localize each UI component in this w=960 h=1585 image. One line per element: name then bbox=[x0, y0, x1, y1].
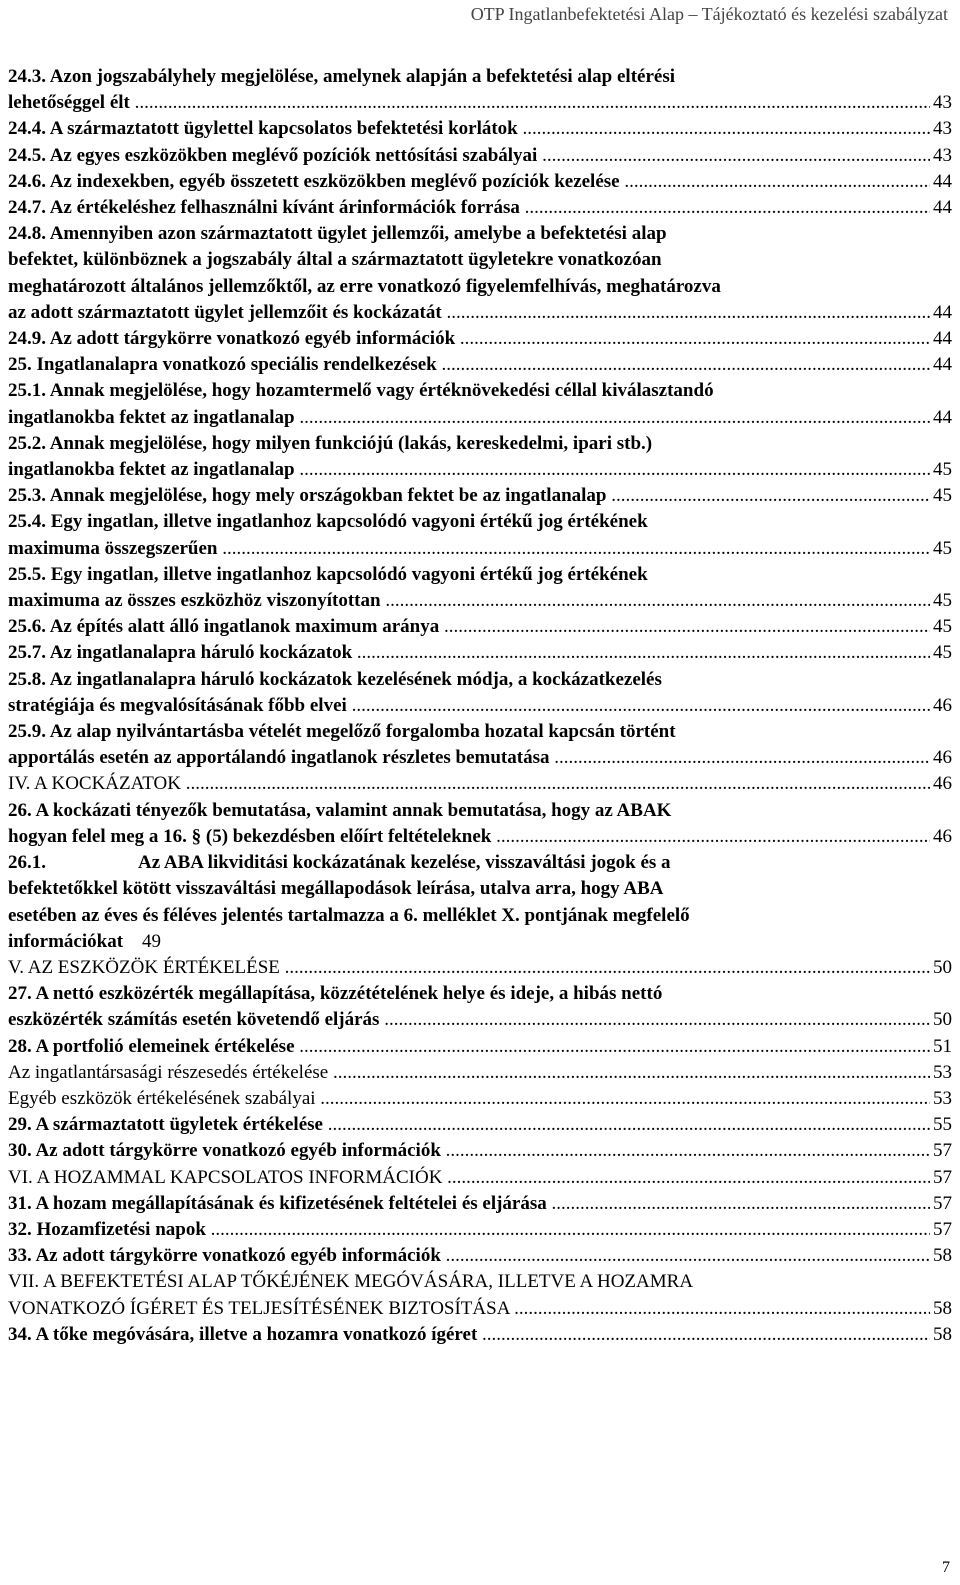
toc-entry[interactable] bbox=[8, 483, 952, 509]
toc-entry-title: maximuma az összes eszközhöz viszonyítottan ..... bbox=[8, 588, 930, 614]
toc-entry[interactable] bbox=[8, 1112, 952, 1138]
page-number: 7 bbox=[942, 1559, 950, 1576]
toc-entry-line: 25.5. Egy ingatlan, illetve ingatlanhoz kapcsolódó vagyoni értékű jog értékének bbox=[8, 563, 648, 585]
toc-entry[interactable] bbox=[8, 798, 952, 850]
toc-entry-title: 24.7. Az értékeléshez felhasználni kívánt árinformációk forrása ..... bbox=[8, 195, 930, 221]
toc-page-number: 51 bbox=[933, 1035, 952, 1057]
toc-entry-title: Egyéb eszközök értékelésének szabályai ..... bbox=[8, 1086, 930, 1112]
toc-entry-line: VII. A BEFEKTETÉSI ALAP TŐKÉJÉNEK MEGÓVÁSÁRA, ILLETVE A HOZAMRA bbox=[8, 1271, 694, 1293]
toc-page-number: 46 bbox=[933, 694, 952, 716]
toc-entry[interactable] bbox=[8, 221, 952, 326]
toc-page-number: 44 bbox=[933, 354, 952, 376]
toc-entry-title: 25. Ingatlanalapra vonatkozó speciális rendelkezések ..... bbox=[8, 352, 930, 378]
toc-page-number: 45 bbox=[933, 459, 952, 481]
toc-page-number: 58 bbox=[933, 1323, 952, 1345]
toc-page-number: 57 bbox=[933, 1192, 952, 1214]
toc-entry-line: 25.9. Az alap nyilvántartásba vételét megelőző forgalomba hozatal kapcsán történt bbox=[8, 721, 676, 743]
toc-page-number: 45 bbox=[933, 642, 952, 664]
toc-page-number: 53 bbox=[933, 1061, 952, 1083]
toc-page-number: 58 bbox=[933, 1245, 952, 1267]
toc-page-number: 46 bbox=[933, 747, 952, 769]
toc-page-number: 43 bbox=[933, 92, 952, 114]
toc-entry-title: 33. Az adott tárgykörre vonatkozó egyéb információk ..... bbox=[8, 1243, 930, 1269]
toc-entry[interactable] bbox=[8, 850, 952, 955]
toc-entry[interactable] bbox=[8, 195, 952, 221]
toc-entry-line: esetében az éves és féléves jelentés tartalmazza a 6. melléklet X. pontjának megfelelő bbox=[8, 904, 690, 926]
toc-entry[interactable] bbox=[8, 955, 952, 981]
toc-entry-title: Az ingatlantársasági részesedés értékelése ..... bbox=[8, 1060, 930, 1086]
toc-page-number: 45 bbox=[933, 590, 952, 612]
toc-entry-title: 30. Az adott tárgykörre vonatkozó egyéb információk ..... bbox=[8, 1138, 930, 1164]
toc-entry-title: az adott származtatott ügylet jellemzőit és kockázatát ..... bbox=[8, 300, 930, 326]
toc-entry-line: 25.4. Egy ingatlan, illetve ingatlanhoz kapcsolódó vagyoni értékű jog értékének bbox=[8, 511, 648, 533]
toc-entry[interactable] bbox=[8, 352, 952, 378]
toc-entry-line: 27. A nettó eszközérték megállapítása, közzétételének helye és ideje, a hibás nettó bbox=[8, 983, 663, 1005]
toc-page-number: 44 bbox=[933, 301, 952, 323]
toc-entry-title: apportálás esetén az apportálandó ingatlanok részletes bemutatása ..... bbox=[8, 745, 930, 771]
toc-entry[interactable] bbox=[8, 1060, 952, 1086]
toc-entry-line: befektetőkkel kötött visszaváltási megállapodások leírása, utalva arra, hogy ABA bbox=[8, 878, 664, 900]
toc-page-number: 58 bbox=[933, 1297, 952, 1319]
toc-page-number: 44 bbox=[933, 197, 952, 219]
table-of-contents bbox=[8, 64, 952, 1348]
toc-page-number: 46 bbox=[933, 825, 952, 847]
running-header: OTP Ingatlanbefektetési Alap – Tájékoztató és kezelési szabályzat bbox=[470, 4, 948, 24]
toc-entry-title: 32. Hozamfizetési napok ..... bbox=[8, 1217, 930, 1243]
toc-page-number: 44 bbox=[933, 170, 952, 192]
toc-entry-title: 24.9. Az adott tárgykörre vonatkozó egyéb információk ..... bbox=[8, 326, 930, 352]
toc-entry[interactable] bbox=[8, 1165, 952, 1191]
toc-entry[interactable] bbox=[8, 719, 952, 771]
toc-entry[interactable] bbox=[8, 1243, 952, 1269]
toc-entry-title: 29. A származtatott ügyletek értékelése ..... bbox=[8, 1112, 930, 1138]
toc-entry-line: 24.3. Azon jogszabályhely megjelölése, amelynek alapján a befektetési alap eltérési bbox=[8, 66, 676, 87]
toc-entry[interactable] bbox=[8, 1086, 952, 1112]
toc-page-number: 57 bbox=[933, 1218, 952, 1240]
toc-entry-title: stratégiája és megvalósításának főbb elvei ..... bbox=[8, 693, 930, 719]
toc-entry-line: befektet, különböznek a jogszabály által a származtatott ügyletekre vonatkozóan bbox=[8, 249, 662, 271]
toc-page-number: 43 bbox=[933, 118, 952, 140]
toc-entry-title: 31. A hozam megállapításának és kifizetésének feltételei és eljárása ..... bbox=[8, 1191, 930, 1217]
toc-page-number: 57 bbox=[933, 1140, 952, 1162]
toc-entry[interactable] bbox=[8, 326, 952, 352]
toc-entry[interactable] bbox=[8, 614, 952, 640]
toc-entry-title: hogyan felel meg a 16. § (5) bekezdésben előírt feltételeknek ..... bbox=[8, 824, 930, 850]
toc-page-number: 50 bbox=[933, 956, 952, 978]
toc-page-number: 46 bbox=[933, 773, 952, 795]
toc-entry[interactable] bbox=[8, 1138, 952, 1164]
toc-entry[interactable] bbox=[8, 143, 952, 169]
toc-entry[interactable] bbox=[8, 509, 952, 561]
toc-entry-title: eszközérték számítás esetén követendő eljárás ..... bbox=[8, 1007, 930, 1033]
toc-entry-title: VONATKOZÓ ÍGÉRET ÉS TELJESÍTÉSÉNEK BIZTOSÍTÁSA ..... bbox=[8, 1296, 930, 1322]
toc-entry-title: 24.4. A származtatott ügylettel kapcsolatos befektetési korlátok ..... bbox=[8, 116, 930, 142]
toc-page-number: 44 bbox=[933, 328, 952, 350]
toc-entry[interactable] bbox=[8, 169, 952, 195]
toc-entry[interactable] bbox=[8, 981, 952, 1033]
toc-entry[interactable] bbox=[8, 1217, 952, 1243]
toc-entry-line: Az ABA likviditási kockázatának kezelése, visszaváltási jogok és a bbox=[138, 852, 671, 874]
toc-entry-line: 25.1. Annak megjelölése, hogy hozamtermelő vagy értéknövekedési céllal kiválasztandó bbox=[8, 380, 714, 402]
toc-entry-line: 24.8. Amennyiben azon származtatott ügylet jellemzői, amelybe a befektetési alap bbox=[8, 223, 667, 245]
toc-entry[interactable] bbox=[8, 1269, 952, 1321]
toc-entry[interactable] bbox=[8, 1322, 952, 1348]
toc-entry-title: ingatlanokba fektet az ingatlanalap ..... bbox=[8, 405, 930, 431]
toc-page-number: 53 bbox=[933, 1087, 952, 1109]
toc-page-number: 45 bbox=[933, 485, 952, 507]
toc-entry-title: VI. A HOZAMMAL KAPCSOLATOS INFORMÁCIÓK ..... bbox=[8, 1165, 930, 1191]
toc-entry-title: 24.5. Az egyes eszközökben meglévő pozíciók nettósítási szabályai ..... bbox=[8, 143, 930, 169]
toc-entry[interactable] bbox=[8, 771, 952, 797]
toc-entry-line: 25.8. Az ingatlanalapra háruló kockázatok kezelésének módja, a kockázatkezelés bbox=[8, 668, 662, 690]
toc-entry-title: 25.3. Annak megjelölése, hogy mely országokban fektet be az ingatlanalap ..... bbox=[8, 483, 930, 509]
toc-entry-number: 26.1. bbox=[8, 852, 46, 874]
toc-page-number: 55 bbox=[933, 1114, 952, 1136]
toc-entry-title: ingatlanokba fektet az ingatlanalap ..... bbox=[8, 457, 930, 483]
toc-entry-line: 25.2. Annak megjelölése, hogy milyen funkciójú (lakás, kereskedelmi, ipari stb.) bbox=[8, 432, 653, 454]
toc-entry[interactable] bbox=[8, 1191, 952, 1217]
toc-entry-title: 28. A portfolió elemeinek értékelése ..... bbox=[8, 1034, 930, 1060]
toc-entry-title: 25.6. Az építés alatt álló ingatlanok maximum aránya ..... bbox=[8, 614, 930, 640]
toc-entry[interactable] bbox=[8, 667, 952, 719]
toc-page-number: 50 bbox=[933, 1009, 952, 1031]
toc-entry-line: meghatározott általános jellemzőktől, az erre vonatkozó figyelemfelhívás, meghatározva bbox=[8, 275, 721, 297]
toc-entry-title: lehetőséggel élt ..... bbox=[8, 90, 930, 116]
toc-entry[interactable] bbox=[8, 378, 952, 430]
toc-page-number: 43 bbox=[933, 144, 952, 166]
toc-entry[interactable] bbox=[8, 64, 952, 116]
toc-entry-title: maximuma összegszerűen ..... bbox=[8, 536, 930, 562]
toc-entry[interactable] bbox=[8, 640, 952, 666]
toc-entry-title: IV. A KOCKÁZATOK ..... bbox=[8, 771, 930, 797]
toc-entry[interactable] bbox=[8, 116, 952, 142]
toc-entry[interactable] bbox=[8, 1034, 952, 1060]
toc-page-number: 57 bbox=[933, 1166, 952, 1188]
toc-page-number: 45 bbox=[933, 537, 952, 559]
toc-entry-title: 25.7. Az ingatlanalapra háruló kockázatok ..... bbox=[8, 640, 930, 666]
toc-entry-title: 34. A tőke megóvására, illetve a hozamra vonatkozó ígéret ..... bbox=[8, 1322, 930, 1348]
toc-entry[interactable] bbox=[8, 562, 952, 614]
toc-entry-title: V. AZ ESZKÖZÖK ÉRTÉKELÉSE ..... bbox=[8, 955, 930, 981]
toc-entry-line: 26. A kockázati tényezők bemutatása, valamint annak bemutatása, hogy az ABAK bbox=[8, 799, 672, 821]
toc-page-number: 45 bbox=[933, 616, 952, 638]
toc-entry-title: információkat bbox=[8, 930, 124, 952]
toc-entry-title: 24.6. Az indexekben, egyéb összetett eszközökben meglévő pozíciók kezelése ..... bbox=[8, 169, 930, 195]
toc-entry[interactable] bbox=[8, 431, 952, 483]
toc-page-number: 49 bbox=[142, 930, 162, 952]
toc-page-number: 44 bbox=[933, 406, 952, 428]
